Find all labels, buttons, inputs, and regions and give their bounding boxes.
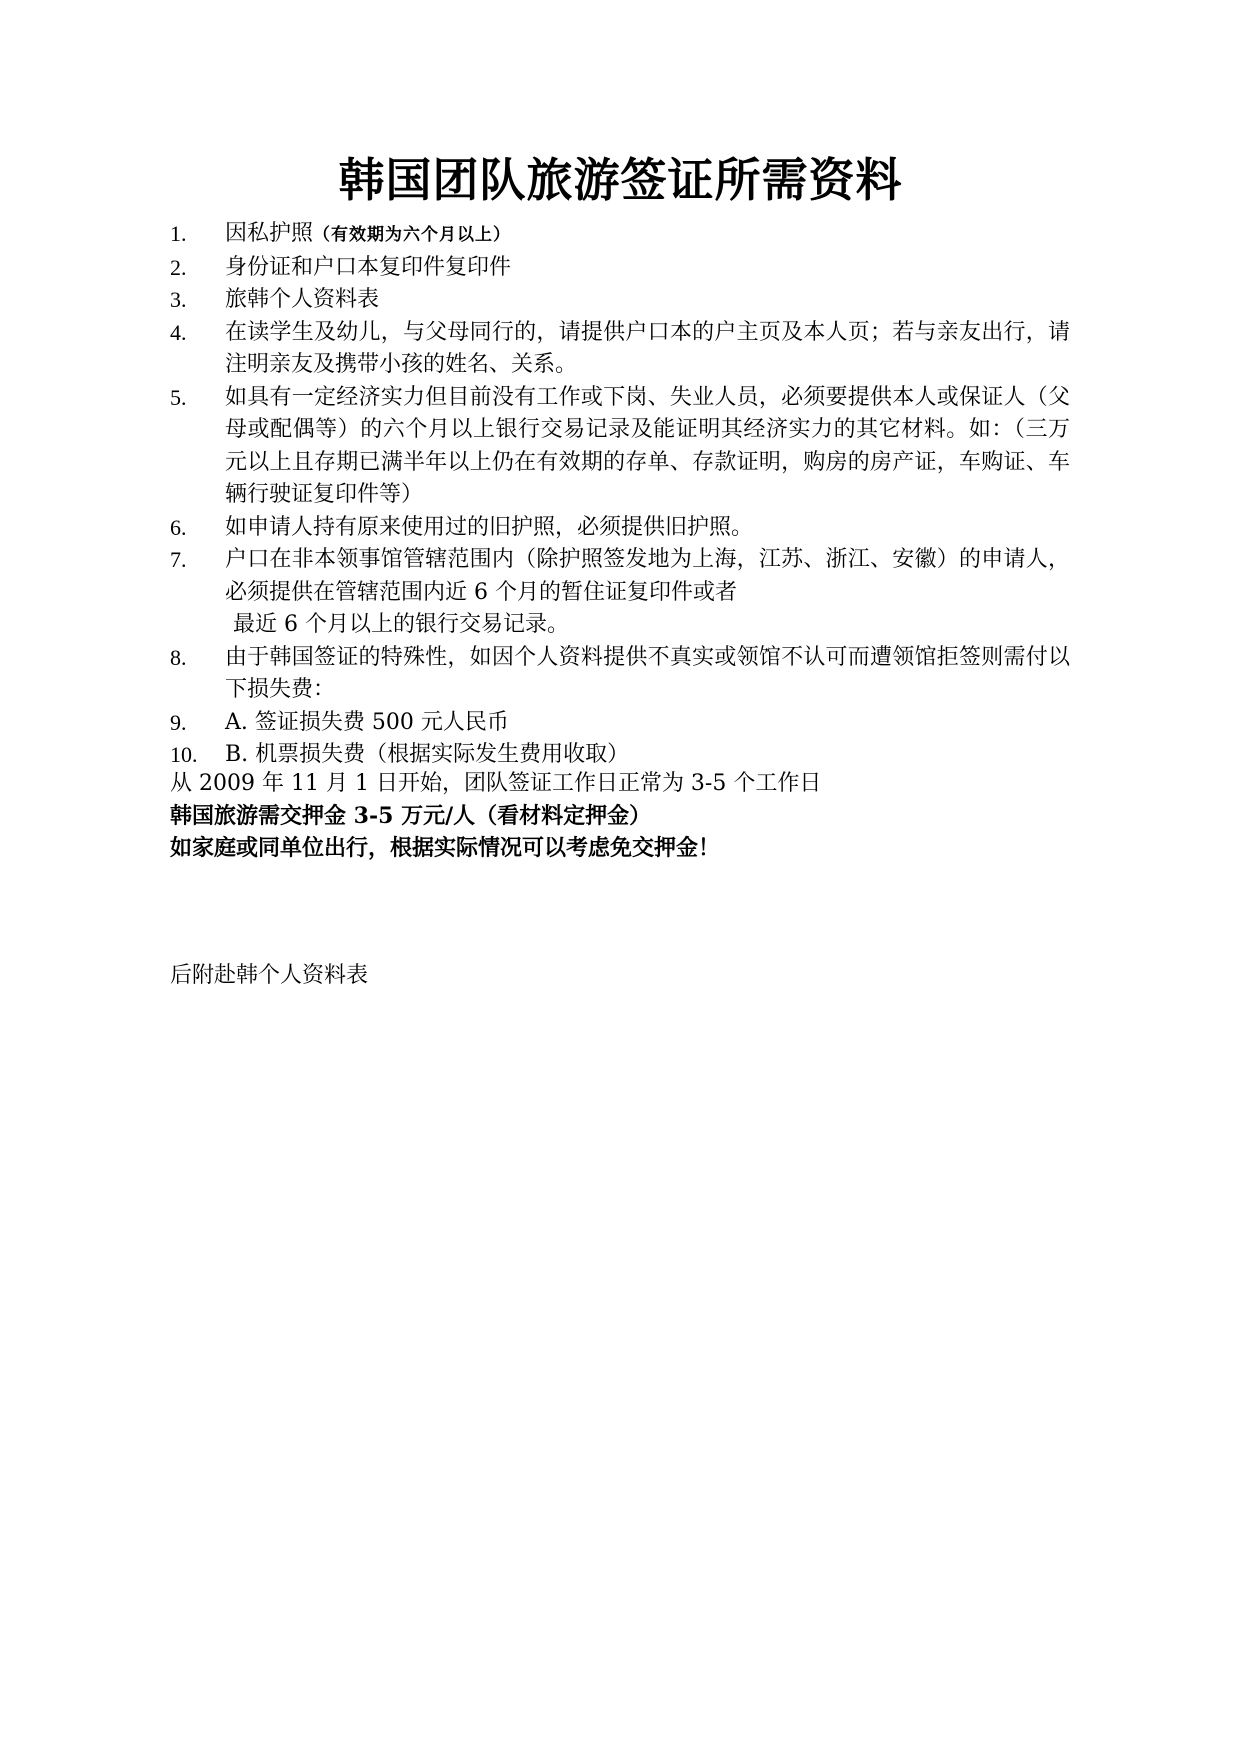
exemption-note: 如家庭或同单位出行，根据实际情况可以考虑免交押金！ <box>170 835 721 861</box>
item-text: 如申请人持有原来使用过的旧护照，必须提供旧护照。 <box>225 514 754 540</box>
item-note: （有效期为六个月以上） <box>313 225 512 245</box>
item-number: 8. <box>170 644 187 670</box>
item-text: 如具有一定经济实力但目前没有工作或下岗、失业人员，必须要提供本人或保证人（父母或配偶等）的六个月以上银行交易记录及能证明其经济实力的其它材料。如：（三万元以上且存期已满半年以上仍在有效期的存单、存款证明，购房的房产证，车购证、车辆行驶证复印件等） <box>225 384 1070 507</box>
item-text: 由于韩国签证的特殊性，如因个人资料提供不真实或领馆不认可而遭领馆拒签则需付以下损失费： <box>225 644 1070 702</box>
appendix-note: 后附赴韩个人资料表 <box>170 963 369 988</box>
schedule-note: 从 2009 年 11 月 1 日开始，团队签证工作日正常为 3-5 个工作日 <box>170 771 822 796</box>
item-number: 10. <box>170 742 198 767</box>
list-item-6 <box>170 512 1070 545</box>
item-text: 在读学生及幼儿，与父母同行的，请提供户口本的户主页及本人页；若与亲友出行，请注明亲友及携带小孩的姓名、关系。 <box>225 319 1070 377</box>
item-text: A. 签证损失费 500 元人民币 <box>225 709 509 735</box>
document-title: 韩国团队旅游签证所需资料 <box>338 153 903 207</box>
item-text: B. 机票损失费（根据实际发生费用收取） <box>225 742 630 767</box>
item-text: 身份证和户口本复印件复印件 <box>225 254 512 280</box>
deposit-note: 韩国旅游需交押金 3-5 万元/人（看材料定押金） <box>170 803 652 829</box>
list-item-7 <box>170 544 1070 642</box>
list-item-10 <box>170 739 1070 772</box>
item-text-main: 因私护照 <box>225 221 314 246</box>
item-number: 5. <box>170 384 187 410</box>
item-text-continued: 最近 6 个月以上的银行交易记录。 <box>233 612 569 637</box>
item-number: 3. <box>170 287 187 312</box>
item-number: 9. <box>170 709 187 735</box>
requirements-list <box>170 218 1070 772</box>
list-item-1 <box>170 218 1070 252</box>
item-text <box>225 218 1070 252</box>
list-item-5 <box>170 382 1070 512</box>
item-number: 2. <box>170 254 187 280</box>
item-text: 旅韩个人资料表 <box>225 287 380 312</box>
list-item-2 <box>170 252 1070 285</box>
item-text <box>225 544 1070 642</box>
item-text-main: 户口在非本领事馆管辖范围内（除护照签发地为上海，江苏、浙江、安徽）的申请人，必须提供在管辖范围内近 6 个月的暂住证复印件或者 <box>225 547 1070 605</box>
list-item-4 <box>170 317 1070 382</box>
item-number: 1. <box>170 221 187 246</box>
list-item-9 <box>170 707 1070 740</box>
item-number: 4. <box>170 319 187 345</box>
item-number: 6. <box>170 514 187 540</box>
item-number: 7. <box>170 547 187 572</box>
list-item-8 <box>170 642 1070 707</box>
list-item-3 <box>170 284 1070 317</box>
